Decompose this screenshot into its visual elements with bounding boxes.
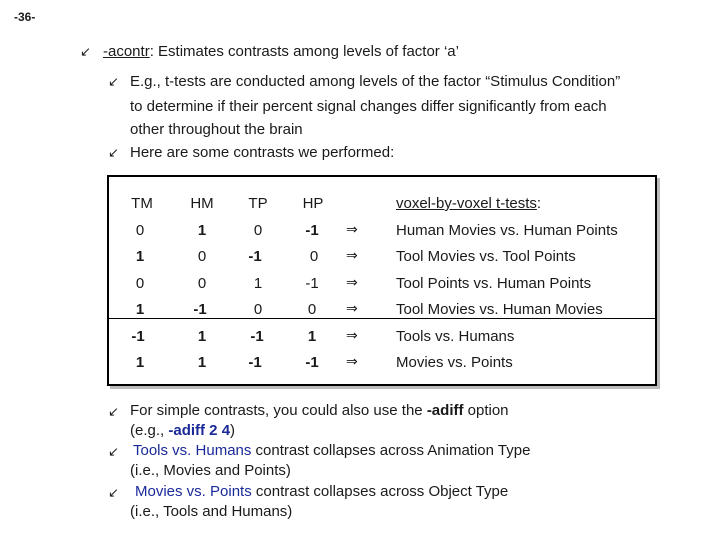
- header-hm: HM: [190, 195, 214, 212]
- adiff-bullet-line1: [130, 402, 509, 420]
- slide-number: -36-: [14, 10, 36, 24]
- cell-row1-tp: 0: [253, 222, 263, 239]
- cell-row6-hm: 1: [197, 354, 207, 371]
- cell-row2-hm: 0: [197, 248, 207, 265]
- implies-icon: ⇒: [346, 222, 358, 238]
- cell-row4-tp: 0: [253, 301, 263, 318]
- row-label: Tool Points vs. Human Points: [396, 275, 592, 292]
- sub-bullet-line: other throughout the brain: [130, 121, 303, 138]
- implies-icon: ⇒: [346, 354, 358, 370]
- row-label: Tools vs. Humans: [396, 328, 515, 345]
- tools-humans-term: Tools vs. Humans: [133, 442, 252, 459]
- bullet-arrow-icon: ↙: [108, 445, 119, 460]
- implies-icon: ⇒: [346, 301, 358, 317]
- tools-humans-text: contrast collapses across Animation Type: [251, 442, 531, 459]
- main-bullet-text: : Estimates contrasts among levels of factor ‘a’: [149, 43, 459, 60]
- adiff-bullet-line2: [130, 422, 235, 440]
- adiff-example-pre: (e.g.,: [130, 422, 169, 439]
- label-header-text: voxel-by-voxel t-tests: [396, 195, 537, 212]
- cell-row1-hm: 1: [197, 222, 207, 239]
- label-header: [396, 195, 541, 213]
- row-label: Tool Movies vs. Human Movies: [396, 301, 603, 318]
- cell-row5-tm: -1: [131, 328, 145, 345]
- bullet-arrow-icon: ↙: [108, 405, 119, 420]
- acontr-option: -acontr: [103, 43, 150, 60]
- sub-bullet-line: to determine if their percent signal changes differ significantly from each: [130, 98, 607, 115]
- implies-icon: ⇒: [346, 275, 358, 291]
- header-tp: TP: [248, 195, 268, 212]
- movies-points-text: contrast collapses across Object Type: [251, 483, 509, 500]
- cell-row5-tp: -1: [250, 328, 264, 345]
- cell-row1-hp: -1: [305, 222, 319, 239]
- cell-row6-hp: -1: [305, 354, 319, 371]
- bullet-arrow-icon: ↙: [108, 75, 119, 90]
- cell-row2-tm: 1: [135, 248, 145, 265]
- tools-humans-bullet-line2: (i.e., Movies and Points): [130, 462, 291, 479]
- bullet-arrow-icon: ↙: [108, 486, 119, 501]
- cell-row5-hm: 1: [197, 328, 207, 345]
- cell-row3-tp: 1: [253, 275, 263, 292]
- adiff-example: -adiff 2 4: [168, 422, 231, 439]
- cell-row6-tm: 1: [135, 354, 145, 371]
- implies-icon: ⇒: [346, 248, 358, 264]
- movies-points-bullet-line1: [135, 483, 508, 501]
- cell-row2-tp: -1: [248, 248, 262, 265]
- row-label: Movies vs. Points: [396, 354, 513, 371]
- header-hp: HP: [302, 195, 324, 212]
- cell-row3-tm: 0: [135, 275, 145, 292]
- movies-points-term: Movies vs. Points: [135, 483, 252, 500]
- label-header-suffix: :: [536, 195, 542, 212]
- sub-bullet-line: Here are some contrasts we performed:: [130, 144, 395, 161]
- adiff-example-post: ): [230, 422, 236, 439]
- adiff-option: -adiff: [426, 402, 464, 419]
- cell-row4-hp: 0: [307, 301, 317, 318]
- cell-row6-tp: -1: [248, 354, 262, 371]
- cell-row3-hp: -1: [305, 275, 319, 292]
- cell-row3-hm: 0: [197, 275, 207, 292]
- main-bullet: [103, 43, 459, 61]
- adiff-text-post: option: [463, 402, 509, 419]
- tools-humans-bullet-line1: [133, 442, 530, 460]
- movies-points-bullet-line2: (i.e., Tools and Humans): [130, 503, 293, 520]
- implies-icon: ⇒: [346, 328, 358, 344]
- header-tm: TM: [131, 195, 153, 212]
- cell-row4-hm: -1: [193, 301, 207, 318]
- bullet-arrow-icon: ↙: [108, 146, 119, 161]
- bullet-arrow-icon: ↙: [80, 45, 91, 60]
- cell-row1-tm: 0: [135, 222, 145, 239]
- cell-row5-hp: 1: [307, 328, 317, 345]
- row-label: Human Movies vs. Human Points: [396, 222, 618, 239]
- sub-bullet-line: E.g., t-tests are conducted among levels of the factor “Stimulus Condition”: [130, 73, 621, 90]
- row-label: Tool Movies vs. Tool Points: [396, 248, 576, 265]
- cell-row4-tm: 1: [135, 301, 145, 318]
- adiff-text-pre: For simple contrasts, you could also use the: [130, 402, 427, 419]
- cell-row2-hp: 0: [309, 248, 319, 265]
